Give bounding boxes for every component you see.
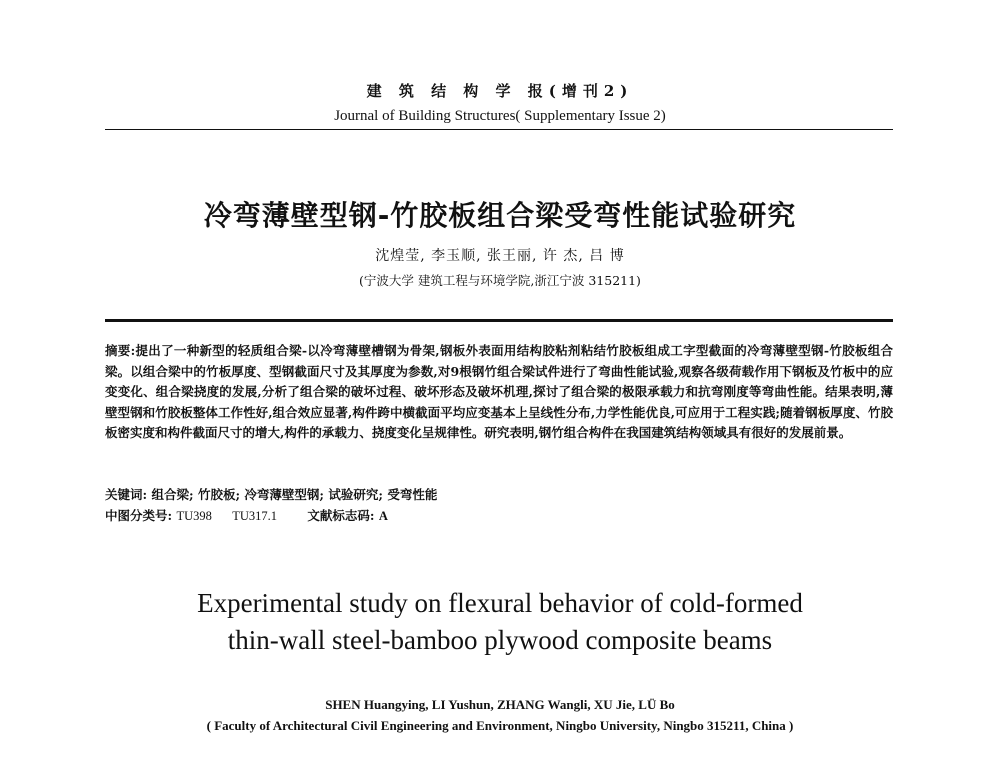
- journal-name-cn: 建 筑 结 构 学 报(增刊2): [366, 82, 634, 100]
- affiliation-cn: (宁波大学 建筑工程与环境学院,浙江宁波 315211): [359, 273, 641, 288]
- abstract-label: 摘要:: [105, 343, 136, 358]
- abstract-text: 提出了一种新型的轻质组合梁-以冷弯薄壁槽钢为骨架,钢板外表面用结构胶粘剂粘结竹胶板组成工字型截面的冷弯薄壁型钢-竹胶板组合梁。以组合梁中的竹板厚度、型钢截面尺寸及其厚度为参数,对9根钢竹组合梁试件进行了弯曲性能试验,观察各级荷载作用下钢板及竹板中的应变变化、组合梁挠度的发展,分析了组合梁的破坏过程、破坏形态及破坏机理,探讨了组合梁的极限承载力和抗弯刚度等弯曲性能。结果表明,薄壁型钢和竹胶板整体工作性好,组合效应显著,构件跨中横截面平均应变基本上呈线性分布,力学性能优良,可应用于工程实践;随着钢板厚度、竹胶板密实度和构件截面尺寸的增大,构件的承载力、挠度变化呈规律性。研究表明,钢竹组合构件在我国建筑结构领域具有很好的发展前景。: [105, 343, 893, 440]
- document-code: A: [378, 509, 388, 523]
- classification-code-1: TU398: [176, 509, 212, 523]
- abstract-cn: [105, 341, 893, 444]
- keywords-cn: [105, 485, 893, 503]
- header-rule: [105, 129, 893, 130]
- paper-title-en-line-1: Experimental study on flexural behavior of cold-formed: [197, 588, 803, 618]
- keywords-label: 关键词:: [105, 487, 148, 502]
- paper-title-cn: 冷弯薄壁型钢-竹胶板组合梁受弯性能试验研究: [203, 199, 797, 232]
- document-code-label: 文献标志码:: [307, 508, 375, 523]
- journal-name-en: Journal of Building Structures( Supplementary Issue 2): [334, 108, 666, 124]
- classification-code-2: TU317.1: [232, 509, 278, 523]
- paper-title-en: [0, 585, 1000, 659]
- paper-title-en-line-2: thin-wall steel-bamboo plywood composite beams: [227, 625, 773, 655]
- title-rule: [105, 319, 893, 322]
- classification-line: [105, 506, 893, 524]
- authors-en: SHEN Huangying, LI Yushun, ZHANG Wangli, XU Jie, LÜ Bo: [325, 697, 675, 712]
- affiliation-en: ( Faculty of Architectural Civil Engineering and Environment, Ningbo University, Ningbo 315211, China ): [206, 718, 794, 733]
- keywords-text: 组合梁; 竹胶板; 冷弯薄壁型钢; 试验研究; 受弯性能: [151, 487, 438, 502]
- authors-cn: 沈煌莹, 李玉顺, 张王丽, 许 杰, 吕 博: [375, 248, 625, 264]
- classification-label: 中图分类号:: [105, 508, 173, 523]
